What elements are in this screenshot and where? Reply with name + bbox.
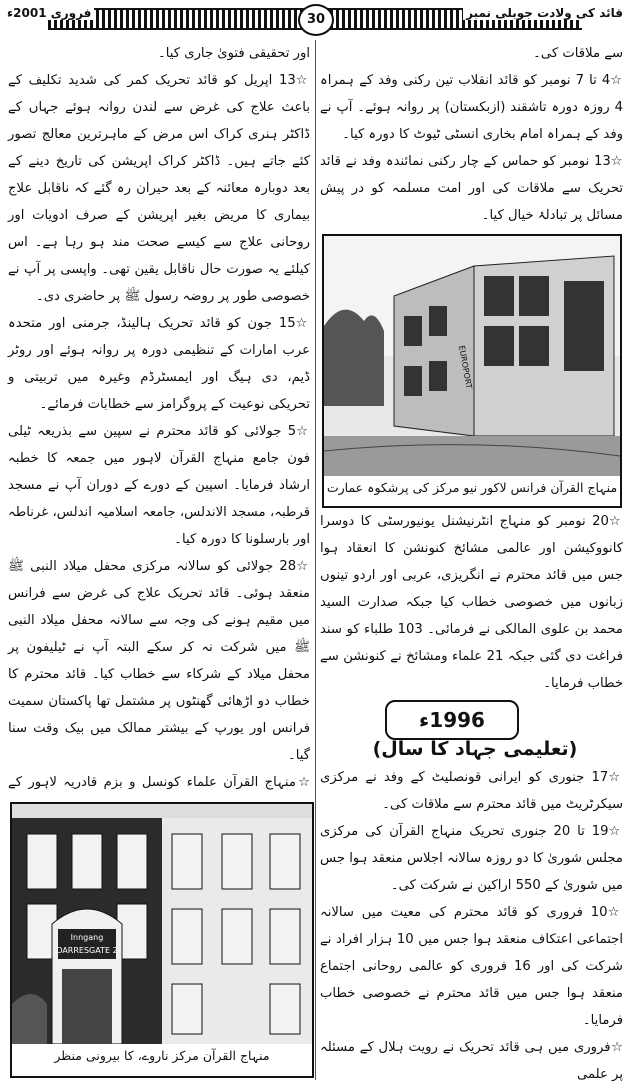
paragraph: ☆10 فروری کو قائد محترم کی معیت میں سالانہ اجتماعی اعتکاف منعقد ہوا جس میں 10 ہزار افراد نے شرکت کی اور 16 فروری کو عالمی روحانی اجتماع منعقد ہوا جس میں قائد محترم نے خصوصی خطاب فرمایا۔ — [320, 905, 623, 1028]
door-sign-line2: DARRESGATE 2 — [56, 946, 118, 955]
norway-photo-image — [12, 804, 312, 1044]
paragraph: ☆5 جولائی کو قائد محترم نے سپین سے بذریعہ ٹیلی فون جامع منہاج القرآن لاہور میں جمعہ کا خطبہ ارشاد فرمایا۔ اسپین کے دورے کے دوران آپ نے مسجد قرطبہ، مسجد الاندلس، جامعہ اسلامیہ اندلس، غرناطہ اور بارسلونا کا دورہ کیا۔ — [8, 424, 310, 547]
photo-norway-building — [10, 802, 314, 1078]
column-divider — [315, 40, 316, 1080]
paragraph: ☆19 تا 20 جنوری تحریک منہاج القرآن کی مرکزی مجلس شوریٰ کا دو روزہ سالانہ اجلاس منعقد ہوا جس میں شوریٰ کے 550 اراکین نے شرکت کی۔ — [320, 824, 623, 893]
paragraph: ☆15 جون کو قائد تحریک ہالینڈ، جرمنی اور متحدہ عرب امارات کے تنظیمی دورہ پر روانہ ہوئے اور روٹر ڈیم، دی ہیگ اور ایمسٹرڈم وغیرہ میں تربیتی و تحریکی نوعیت کے پروگرامز سے خطابات فرمائے۔ — [8, 316, 311, 412]
left-column — [8, 40, 310, 823]
right-column-bottom — [320, 764, 623, 1088]
paragraph: ☆13 اپریل کو قائد تحریک کمر کی شدید تکلیف کے باعث علاج کی غرض سے لندن روانہ ہوئے جہاں کے ڈاکٹر ہنری کراک اس مرض کے ماہرترین معالج تصور کئے جاتے ہیں۔ ڈاکٹر کراک اپریشن کی تاریخ دینے کے بعد دوبارہ معائنہ کے بعد حیران رہ گئے کہ ناقابل علاج بیماری کا مریض بغیر اپریشن کے صرف ادویات اور روحانی علاج سے کیسے صحت مند ہو رہا ہے۔ اس کیلئے یہ صورت حال ناقابل یقین تھی۔ واپسی پر آپ نے خصوصی طور پر روضہ رسول ﷺ پر حاضری دی۔ — [8, 73, 310, 304]
paragraph: سے ملاقات کی۔ — [533, 46, 623, 61]
paragraph: ☆20 نومبر کو منہاج انٹرنیشنل یونیورسٹی کا دوسرا کانووکیشن اور عالمی مشائخ کنونشن کا انعقاد ہوا جس میں قائد محترم نے انگریزی، عربی اور اردو تینوں زبانوں میں خصوصی خطاب کیا جبکہ صدارت السید محمد بن علوی المالکی نے فرمائی۔ 103 طلباء کو سند فراغت دی گئی جبکہ 21 علماء ومشائخ نے کنونشن سے خطاب فرمایا۔ — [320, 514, 623, 691]
paragraph: ☆17 جنوری کو ایرانی قونصلیٹ کے وفد نے مرکزی سیکرٹریٹ میں قائد محترم سے ملاقات کی۔ — [320, 770, 623, 812]
paragraph: ☆28 جولائی کو سالانہ مرکزی محفل میلاد النبی ﷺ منعقد ہوئی۔ قائد تحریک علاج کی غرض سے فرانس میں مقیم ہونے کی وجہ سے سالانہ محفل میلاد النبی ﷺ میں شرکت نہ کر سکے البتہ آپ نے ٹیلیفون پر محفل میلاد کے شرکاء سے خطاب کیا۔ قائد محترم کا خطاب دو اڑھائی گھنٹوں پر مشتمل تھا پاکستان سمیت فرانس اور یورپ کے بیشتر ممالک میں بیک وقت سنا گیا۔ — [8, 559, 311, 763]
year-heading: 1996ء — [385, 700, 519, 740]
right-column-middle — [320, 508, 623, 697]
page-number: 30 — [298, 4, 334, 36]
header-date: فروری 2001ء — [4, 6, 94, 20]
paragraph: ☆4 تا 7 نومبر کو قائد انقلاب تین رکنی وفد کے ہمراہ 4 روزہ دورہ تاشقند (ازبکستان) پر روانہ ہوئے۔ آپ نے وفد کے ہمراہ امام بخاری انسٹی ٹیوٹ کا دورہ کیا۔ — [320, 73, 623, 142]
header-title: قائد کی ولادت جوبلی نمبر — [463, 6, 626, 20]
page-header — [0, 0, 630, 38]
photo-france-building — [322, 234, 622, 508]
paragraph: ☆13 نومبر کو حماس کے چار رکنی نمائندہ وفد نے قائد تحریک سے ملاقات کی اور امت مسلمہ کو در پیش مسائل پر تبادلۂ خیال کیا۔ — [320, 154, 623, 223]
right-column-top — [320, 40, 623, 229]
building-sign-text: EUROPORT — [457, 344, 474, 390]
photo-caption: منہاج القرآن فرانس لاکور نیو مرکز کی پرشکوہ عمارت — [326, 480, 618, 495]
building-photo-image — [324, 236, 620, 476]
paragraph: ☆فروری میں ہی قائد تحریک نے رویت ہلال کے مسئلہ پر علمی — [320, 1040, 623, 1082]
paragraph: ☆منہاج القرآن علماء کونسل و بزم قادریہ لاہور کے — [8, 775, 310, 790]
paragraph: اور تحقیقی فتویٰ جاری کیا۔ — [158, 46, 310, 61]
door-sign-line1: Inngang — [70, 933, 104, 942]
photo-caption: منہاج القرآن مرکز ناروے، کا بیرونی منظر — [54, 1048, 270, 1063]
year-subheading: (تعلیمی جہاد کا سال) — [372, 738, 578, 760]
